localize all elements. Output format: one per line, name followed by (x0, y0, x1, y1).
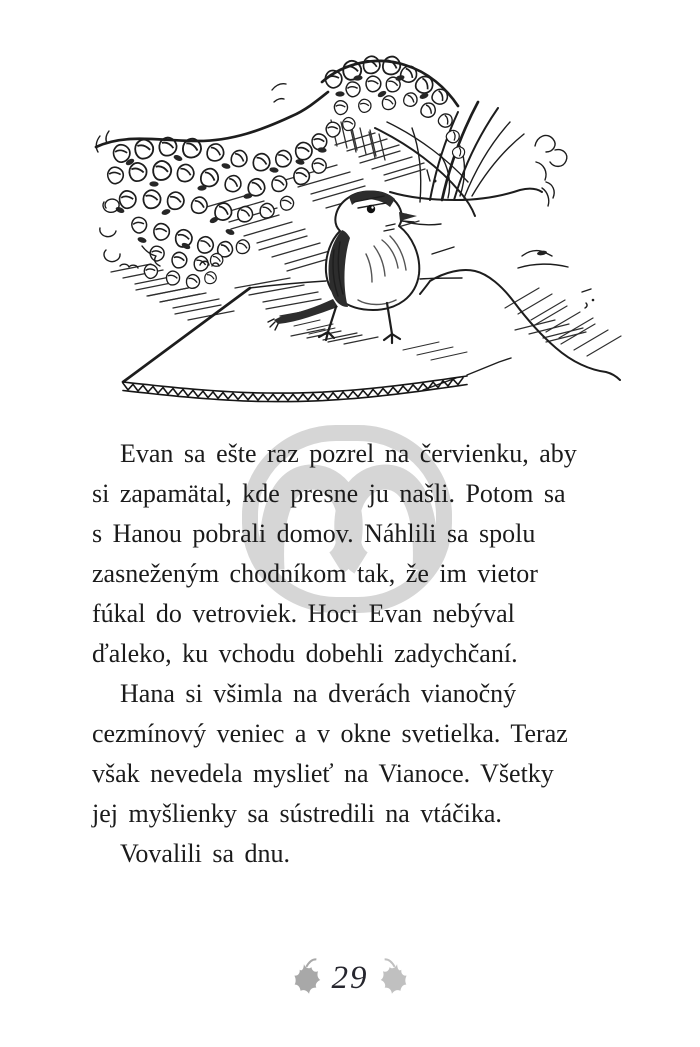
robin-bird (268, 190, 419, 343)
foreground-sketch (96, 61, 620, 402)
robin-on-blanket-drawing (90, 50, 622, 440)
text-line: Hana si všimla na dverách vianočný (120, 679, 517, 708)
text-line: zasneženým chodníkom tak, že im vietor (92, 559, 538, 588)
text-line: jej myšlienky sa sústredili na vtáčika. (92, 799, 502, 828)
story-illustration (90, 50, 622, 440)
leaf-ornament-right-icon (380, 958, 410, 998)
leaf-ornament-left-icon (291, 958, 321, 998)
blanket-braid-trim (123, 376, 467, 402)
text-line: Vovalili sa dnu. (120, 839, 291, 868)
page-number: 29 (331, 959, 369, 996)
text-line: s Hanou pobrali domov. Náhlili sa spolu (92, 519, 536, 548)
text-line: ďaleko, ku vchodu dobehli zadychčaní. (92, 639, 518, 668)
bird-beak (399, 212, 417, 221)
text-line: Evan sa ešte raz pozrel na červienku, aby (120, 439, 577, 468)
text-line: fúkal do vetroviek. Hoci Evan nebýval (92, 599, 515, 628)
text-line: si zapamätal, kde presne ju našli. Potom sa (92, 479, 566, 508)
page-footer (0, 954, 700, 1002)
bird-eye (367, 205, 375, 213)
text-line: cezmínový veniec a v okne svetielka. Teraz (92, 719, 568, 748)
story-text (92, 434, 622, 874)
text-line: však nevedela myslieť na Vianoce. Všetky (92, 759, 554, 788)
bird-tail (274, 299, 338, 324)
